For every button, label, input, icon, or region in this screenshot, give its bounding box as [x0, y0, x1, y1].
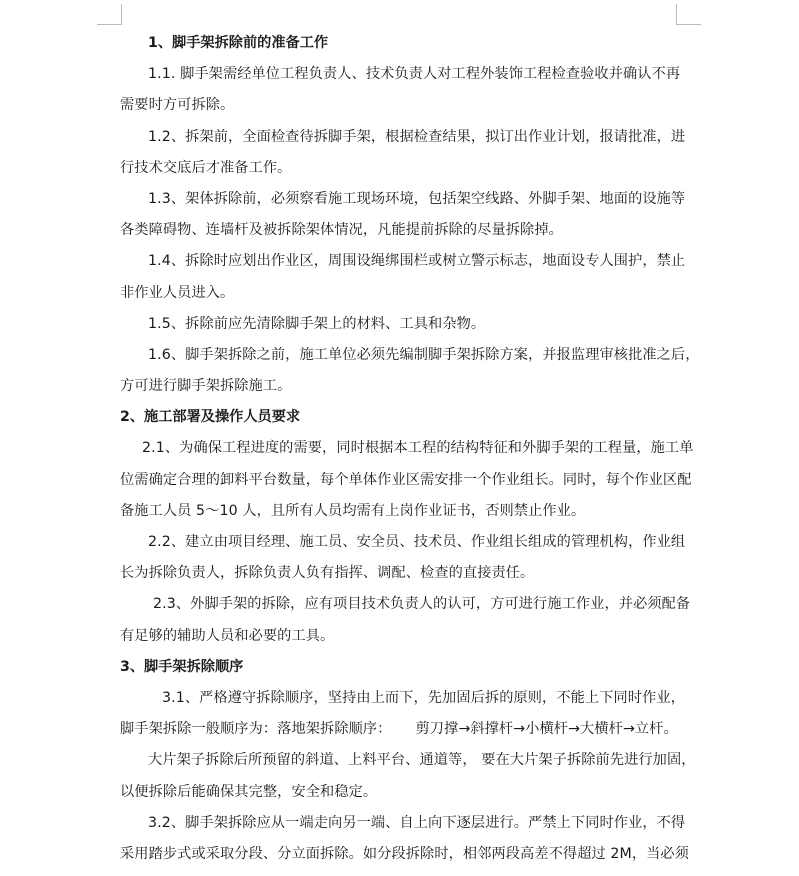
- paragraph-3-1-b: [120, 745, 696, 807]
- paragraph-3-1: [120, 683, 685, 745]
- section-heading: 2、施工部署及操作人员要求: [120, 409, 301, 426]
- section-heading: 3、脚手架拆除顺序: [120, 658, 244, 675]
- text-line: 大片架子拆除后所预留的斜道、上料平台、通道等， 要在大片架子拆除前先进行加固，: [148, 752, 696, 769]
- text-line: 2.1、为确保工程进度的需要，同时根据本工程的结构特征和外脚手架的工程量，施工单: [142, 440, 694, 457]
- text-line: 需要时方可拆除。: [120, 97, 235, 114]
- text-line: 行技术交底后才准备工作。: [120, 159, 292, 176]
- paragraph-1-6: [120, 340, 700, 402]
- text-line: 1.3、架体拆除前，必须察看施工现场环境，包括架空线路、外脚手架、地面的设施等: [148, 190, 686, 207]
- paragraph-2-2: [120, 527, 686, 589]
- text-line: 3.1、严格遵守拆除顺序，坚持由上而下，先加固后拆的原则，不能上下同时作业，: [162, 689, 685, 706]
- paragraph-2-1: [120, 433, 694, 527]
- paragraph-1-4: [120, 246, 686, 308]
- text-line: 以便拆除后能确保其完整，安全和稳定。: [120, 783, 378, 800]
- paragraph-1-2: [120, 122, 686, 184]
- text-line: 有足够的辅助人员和必要的工具。: [120, 627, 335, 644]
- sequence-prefix: 脚手架拆除一般顺序为：落地架拆除顺序：: [120, 721, 392, 738]
- text-line: 1.5、拆除前应先清除脚手架上的材料、工具和杂物。: [148, 315, 486, 332]
- text-line: 1.2、拆架前，全面检查待拆脚手架，根据检查结果，拟订出作业计划，报请批准，进: [148, 128, 686, 145]
- text-line: 方可进行脚手架拆除施工。: [120, 378, 292, 395]
- paragraph-1-5: [120, 309, 680, 340]
- section-heading: 1、脚手架拆除前的准备工作: [148, 35, 329, 51]
- text-line: 位需确定合理的卸料平台数量，每个单体作业区需安排一个作业组长。同时，每个作业区配: [120, 471, 692, 488]
- sequence-line: [120, 714, 680, 745]
- paragraph-1-1: [120, 59, 680, 121]
- text-line: 采用踏步式或采取分段、分立面拆除。如分段拆除时，相邻两段高差不得超过 2M，当必须: [120, 845, 690, 862]
- page-corner-mark-top-left: [97, 4, 122, 25]
- paragraph-1-3: [120, 184, 686, 246]
- text-line: 备施工人员 5～10 人，且所有人员均需有上岗作业证书，否则禁止作业。: [120, 502, 586, 519]
- paragraph-2-3: [120, 589, 691, 651]
- text-line: 2.3、外脚手架的拆除，应有项目技术负责人的认可，方可进行施工作业，并必须配备: [153, 596, 691, 613]
- text-line: 长为拆除负责人，拆除负责人负有指挥、调配、检查的直接责任。: [120, 565, 535, 582]
- text-line: 各类障碍物、连墙杆及被拆除架体情况，凡能提前拆除的尽量拆除掉。: [120, 222, 563, 239]
- document-body: [120, 28, 700, 870]
- paragraph-3-2: [120, 808, 690, 870]
- page-corner-mark-top-right: [676, 4, 701, 25]
- text-line: 3.2、脚手架拆除应从一端走向另一端、自上向下逐层进行。严禁上下同时作业，不得: [148, 814, 686, 831]
- text-line: 2.2、建立由项目经理、施工员、安全员、技术员、作业组长组成的管理机构，作业组: [148, 534, 686, 550]
- text-line: 1.4、拆除时应划出作业区，周围设绳绑围栏或树立警示标志，地面设专人围护，禁止: [148, 253, 686, 270]
- text-line: 1.6、脚手架拆除之前，施工单位必须先编制脚手架拆除方案，并报监理审核批准之后，: [148, 346, 700, 363]
- text-line: 非作业人员进入。: [120, 284, 235, 301]
- text-line: 1.1. 脚手架需经单位工程负责人、技术负责人对工程外装饰工程检查验收并确认不再: [148, 66, 681, 83]
- sequence-steps: 剪刀撑→斜撑杆→小横杆→大横杆→立杆。: [415, 721, 678, 738]
